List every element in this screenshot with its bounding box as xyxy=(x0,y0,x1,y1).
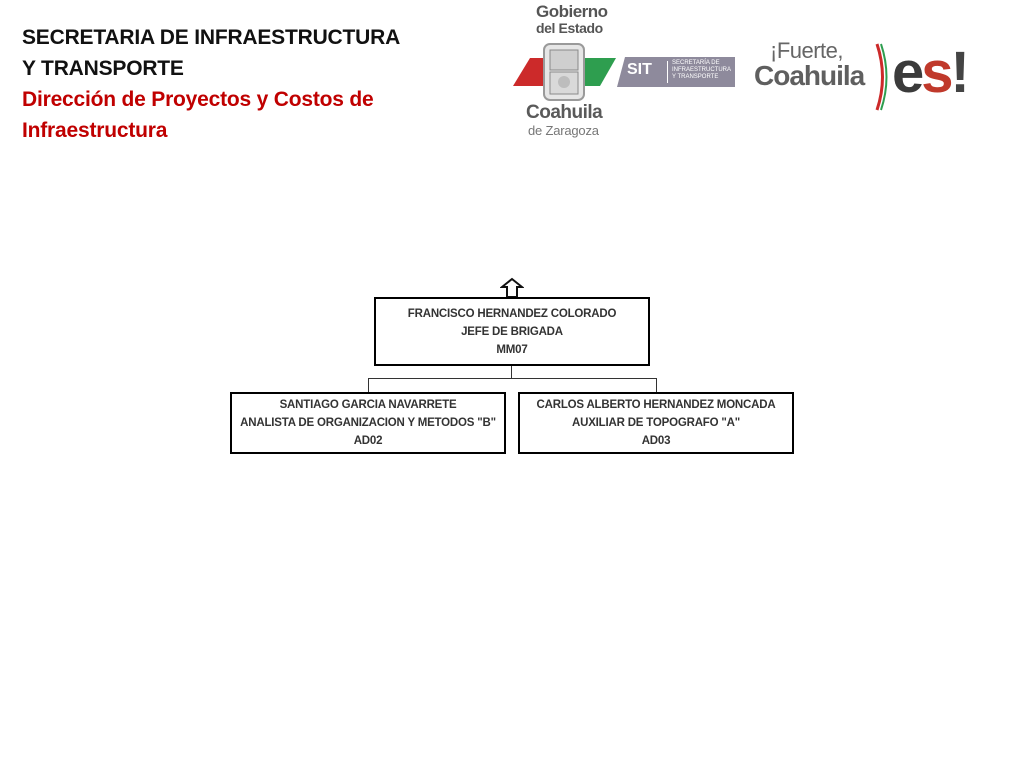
page-title xyxy=(22,22,442,146)
gobierno-text: Gobierno xyxy=(536,2,608,21)
slogan-es-text xyxy=(892,40,967,105)
sit-caption: SECRETARÍA DE INFRAESTRUCTURA Y TRANSPORTE xyxy=(672,60,731,80)
del-estado-text: del Estado xyxy=(536,20,603,36)
subtitle-line-2: Infraestructura xyxy=(22,119,168,142)
child-2-name: CARLOS ALBERTO HERNANDEZ MONCADA xyxy=(536,399,776,411)
coat-of-arms-icon xyxy=(508,38,628,108)
title-line-1: SECRETARIA DE INFRAESTRUCTURA xyxy=(22,26,401,49)
slogan-es-s: s xyxy=(921,40,951,105)
root-position: JEFE DE BRIGADA xyxy=(461,325,563,338)
child-2-position: AUXILIAR DE TOPOGRAFO "A" xyxy=(572,417,740,429)
sit-text: SIT xyxy=(627,61,652,78)
connector-horizontal xyxy=(368,378,657,379)
child-1-position: ANALISTA DE ORGANIZACION Y METODOS "B" xyxy=(240,417,496,429)
zaragoza-text: de Zaragoza xyxy=(528,123,599,138)
slogan-bracket-icon xyxy=(874,42,888,112)
child-1-code: AD02 xyxy=(353,435,383,447)
gobierno-coahuila-logo xyxy=(508,2,628,142)
coahuila-text: Coahuila xyxy=(526,102,603,123)
slogan-coahuila-text: Coahuila xyxy=(754,60,865,91)
fuerte-coahuila-logo xyxy=(754,38,984,113)
root-name: FRANCISCO HERNANDEZ COLORADO xyxy=(407,307,617,320)
connector-vertical-left xyxy=(368,378,369,392)
child-node-1 xyxy=(230,392,506,454)
child-1-name: SANTIAGO GARCIA NAVARRETE xyxy=(279,399,457,411)
child-node-2 xyxy=(518,392,794,454)
slogan-es-exclamation: ! xyxy=(950,40,967,105)
connector-vertical-right xyxy=(656,378,657,392)
slogan-fuerte-text: ¡Fuerte, xyxy=(770,38,844,63)
subtitle-line-1: Dirección de Proyectos y Costos de xyxy=(22,88,374,111)
root-code: MM07 xyxy=(496,343,528,356)
child-2-code: AD03 xyxy=(641,435,671,447)
slogan-es-e: e xyxy=(892,40,922,105)
up-arrow-icon xyxy=(500,277,524,299)
sit-logo xyxy=(617,57,735,87)
title-line-2: Y TRANSPORTE xyxy=(22,57,184,80)
root-node xyxy=(374,297,650,366)
